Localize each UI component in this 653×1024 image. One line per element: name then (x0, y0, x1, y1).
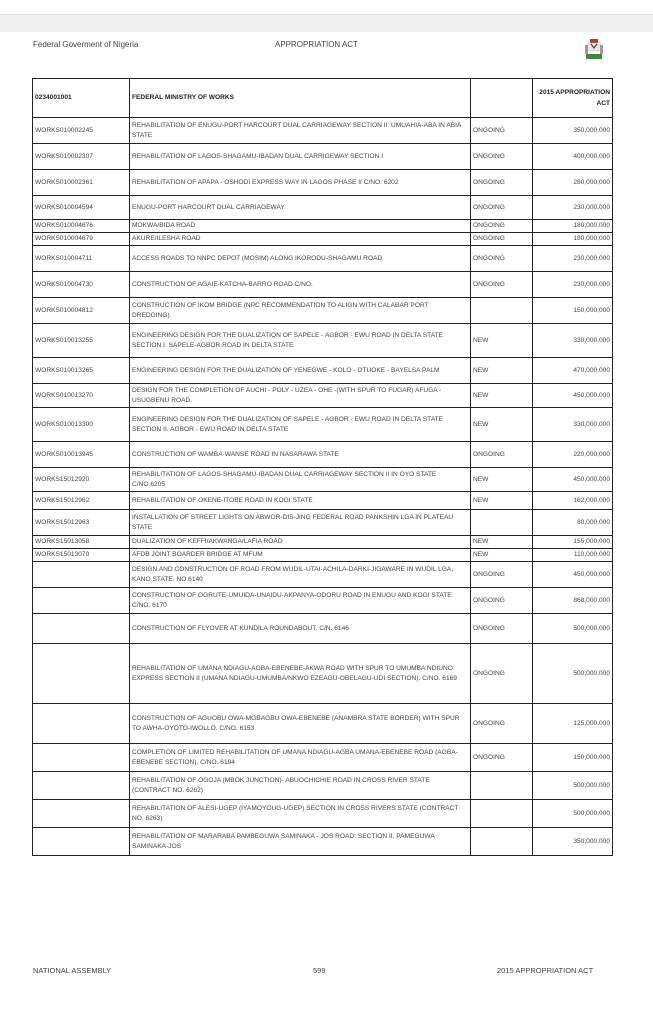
project-code: WORKS010002307 (33, 144, 130, 170)
project-status (471, 298, 533, 324)
project-description: ENUGU-PORT HARCOURT DUAL CARRIAGEWAY (130, 196, 471, 220)
project-description: ENGINEERING DESIGN FOR THE DUALIZATION OF YENEGWE - KOLO - OTUOKE - BAYELSA PALM (130, 358, 471, 384)
project-amount: 330,000,000 (533, 324, 613, 358)
project-status: NEW (471, 324, 533, 358)
amount-header: 2015 APPROPRIATION ACT (533, 79, 613, 118)
project-code (33, 772, 130, 800)
project-description: ENGINEERING DESIGN FOR THE DUALIZATION OF SAPELE - AGBOR - EWU ROAD IN DELTA STATE SECTION I. SAPELE-AGBOR ROAD IN DELTA STATE (130, 324, 471, 358)
project-code: WORKS010004679 (33, 233, 130, 246)
project-description: CONSTRUCTION OF FLYOVER AT KUNDILA ROUNDABOUT. C/N. 6146 (130, 614, 471, 644)
table-row (33, 644, 613, 704)
project-description: CONSTRUCTION OF WAMBA-WANSE ROAD IN NASARAWA STATE (130, 442, 471, 468)
project-amount: 230,000,000 (533, 196, 613, 220)
table-row (33, 772, 613, 800)
project-amount: 80,000,000 (533, 510, 613, 536)
table-row (33, 744, 613, 772)
ministry-title: FEDERAL MINISTRY OF WORKS (130, 79, 471, 118)
project-amount: 180,000,000 (533, 233, 613, 246)
table-row (33, 549, 613, 562)
project-code: WORKS010013300 (33, 408, 130, 442)
project-amount: 150,000,000 (533, 744, 613, 772)
project-description: AFDB JOINT BOARDER BRIDGE AT MFUM (130, 549, 471, 562)
project-description: INSTALLATION OF STREET LIGHTS ON ABWOR-DIS-JING FEDERAL ROAD PANKSHIN LGA IN PLATEAU STATE (130, 510, 471, 536)
project-description: REHABILITATION OF ENUGU-PORT HARCOURT DUAL CARRIAGEWAY SECTION II: UMUAHIA-ABA IN ABIA STATE (130, 118, 471, 144)
project-description: REHABILITATION OF LAGOS-SHAGAMU-IBADAN DUAL CARRIAGEWAY SECTION II IN OYO STATE C/NO.6205 (130, 468, 471, 492)
project-code: WORKS15013058 (33, 536, 130, 549)
project-status: ONGOING (471, 442, 533, 468)
project-amount: 155,000,000 (533, 536, 613, 549)
project-description: CONSTRUCTION OF OGRUTE-UMUIDA-UNAIDU-AKPANYA-ODORU ROAD IN ENUGU AND KOGI STATE C/NO. 6170 (130, 588, 471, 614)
project-description: MOKWA/BIDA ROAD (130, 220, 471, 233)
table-row (33, 246, 613, 272)
project-code (33, 704, 130, 744)
project-amount: 230,000,000 (533, 246, 613, 272)
project-status: NEW (471, 408, 533, 442)
project-description: AKURE/ILESHA ROAD (130, 233, 471, 246)
table-row (33, 828, 613, 856)
table-row (33, 384, 613, 408)
project-code: WORKS010002361 (33, 170, 130, 196)
table-row (33, 492, 613, 510)
header-issuer: Federal Goverment of Nigeria (33, 40, 139, 49)
project-amount: 230,000,000 (533, 272, 613, 298)
project-description: CONSTRUCTION OF AGAIE-KATCHA-BARRO ROAD C/NO. (130, 272, 471, 298)
table-row (33, 442, 613, 468)
project-code: WORKS010002245 (33, 118, 130, 144)
project-amount: 500,000,000 (533, 772, 613, 800)
project-status: ONGOING (471, 144, 533, 170)
project-code: WORKS010004711 (33, 246, 130, 272)
table-row (33, 510, 613, 536)
project-description: DUALIZATION OF KEFFI/AKWANGA/LAFIA ROAD (130, 536, 471, 549)
project-status: ONGOING (471, 220, 533, 233)
project-code: WORKS010004594 (33, 196, 130, 220)
project-amount: 500,000,000 (533, 800, 613, 828)
project-code (33, 588, 130, 614)
project-code: WORKS010013270 (33, 384, 130, 408)
table-row (33, 170, 613, 196)
project-amount: 180,000,000 (533, 220, 613, 233)
project-amount: 500,000,000 (533, 644, 613, 704)
project-amount: 350,000,000 (533, 118, 613, 144)
table-row (33, 144, 613, 170)
project-status: ONGOING (471, 562, 533, 588)
table-row (33, 118, 613, 144)
project-amount: 150,000,000 (533, 298, 613, 324)
table-row (33, 196, 613, 220)
table-row (33, 220, 613, 233)
project-description: REHABILITATION OF LAGOS-SHAGAMU-IBADAN DUAL CARRIGEWAY SECTION I (130, 144, 471, 170)
project-code: WORKS010004676 (33, 220, 130, 233)
project-status: ONGOING (471, 170, 533, 196)
appropriation-table (32, 78, 613, 856)
table-row (33, 233, 613, 246)
project-description: CONSTRUCTION OF IKOM BRIDGE (NPC RECOMMENDATION TO ALIGN WITH CALABAR PORT DREDGING) (130, 298, 471, 324)
project-status: ONGOING (471, 233, 533, 246)
project-status: ONGOING (471, 246, 533, 272)
footer-left: NATIONAL ASSEMBLY (33, 966, 112, 975)
project-code (33, 800, 130, 828)
project-code (33, 562, 130, 588)
project-amount: 280,000,000 (533, 170, 613, 196)
project-status: NEW (471, 536, 533, 549)
project-code: WORKS15012963 (33, 510, 130, 536)
project-amount: 868,000,000 (533, 588, 613, 614)
project-description: REHABILITATION OF APAPA - OSHODI EXPRESS WAY IN LAGOS PHASE II C/NO. 6202 (130, 170, 471, 196)
table-row (33, 536, 613, 549)
project-code: WORKS010004730 (33, 272, 130, 298)
project-description: REHABILITATION OF ALESI-UGEP (IYAMOYOUG-UGEP) SECTION IN CROSS RIVERS STATE (CONTRACT NO. 6263) (130, 800, 471, 828)
project-status: ONGOING (471, 614, 533, 644)
project-status (471, 510, 533, 536)
project-description: REHABILITATION OF UMANA NDIAGU-AGBA-EBENEBE-AKWA ROAD WITH SPUR TO UMUMBA NDIUNO EXPRESS SECTION II (UMANA NDIAGU-UMUMBA/NKWO EZEAGU-OBELAGU-UDI SECTION). C/NO. 6169 (130, 644, 471, 704)
project-code: WORKS010004812 (33, 298, 130, 324)
project-status: ONGOING (471, 744, 533, 772)
table-row (33, 800, 613, 828)
project-code: WORKS15013070 (33, 549, 130, 562)
viewer-toolbar-band (0, 14, 653, 33)
project-description: COMPLETION OF LIMITED REHABILITATION OF UMANA NDIAGU-AGBA UMANA-EBENEBE ROAD (AGBA-EBENEBE SECTION). C/NO. 6194 (130, 744, 471, 772)
project-code: WORKS010013265 (33, 358, 130, 384)
project-description: DESIGN FOR THE COMPLETION OF AUCHI - POLY - UZEA - OHE -(WITH SPUR TO FUGAR) AFUGA - USUGBENU ROAD. (130, 384, 471, 408)
project-description: CONSTRUCTION OF AGUOBU OWA-MGBAGBU OWA-EBENEBE (ANAMBRA STATE BORDER) WITH SPUR TO AWHA-OYOTO-IWOLLO. C/NO. 6153 (130, 704, 471, 744)
project-code: WORKS15012962 (33, 492, 130, 510)
project-status: NEW (471, 468, 533, 492)
table-row (33, 704, 613, 744)
page-number: 599 (313, 966, 326, 975)
project-description: ENGINEERING DESIGN FOR THE DUALIZATION OF SAPELE - AGBOR - EWU ROAD IN DELTA STATE SECTION II. AGBOR - EWU ROAD IN DELTA STATE (130, 408, 471, 442)
project-status (471, 772, 533, 800)
viewer-top-bar (0, 0, 653, 14)
project-status: ONGOING (471, 118, 533, 144)
project-code: WORKS15012920 (33, 468, 130, 492)
project-description: REHABILITATION OF OKENE-ITOBE ROAD IN KOGI STATE (130, 492, 471, 510)
table-row (33, 468, 613, 492)
status-header (471, 79, 533, 118)
table-header-row (33, 79, 613, 118)
table-row (33, 562, 613, 588)
project-code (33, 828, 130, 856)
project-amount: 450,000,000 (533, 562, 613, 588)
project-description: REHABILITATION OF OGOJA (MBOK JUNCTION)- ABUOCHICHIE ROAD IN CROSS RIVER STATE (CONTRACT NO. 6262) (130, 772, 471, 800)
table-row (33, 272, 613, 298)
table-row (33, 298, 613, 324)
table-row (33, 358, 613, 384)
project-amount: 470,000,000 (533, 358, 613, 384)
project-code (33, 614, 130, 644)
table-row (33, 588, 613, 614)
project-status (471, 800, 533, 828)
project-status: NEW (471, 358, 533, 384)
project-amount: 330,000,000 (533, 408, 613, 442)
project-status: NEW (471, 549, 533, 562)
project-description: DESIGN AND CONSTRUCTION OF ROAD FROM WUDIL-UTAI-ACHILA-DARKI-JIGAWARE IN WUDIL LGA, KANO STATE. NO.6140 (130, 562, 471, 588)
project-status (471, 828, 533, 856)
project-status: NEW (471, 492, 533, 510)
project-status: ONGOING (471, 196, 533, 220)
header-title: APPROPRIATION ACT (275, 40, 358, 49)
project-status: ONGOING (471, 644, 533, 704)
footer-right: 2015 APPROPRIATION ACT (497, 966, 594, 975)
project-code (33, 744, 130, 772)
project-status: ONGOING (471, 588, 533, 614)
table-row (33, 614, 613, 644)
project-status: NEW (471, 384, 533, 408)
project-amount: 125,000,000 (533, 704, 613, 744)
project-code: WORKS010013255 (33, 324, 130, 358)
project-status: ONGOING (471, 272, 533, 298)
project-code: WORKS010013945 (33, 442, 130, 468)
project-amount: 350,000,000 (533, 828, 613, 856)
project-code (33, 644, 130, 704)
project-amount: 450,000,000 (533, 468, 613, 492)
project-amount: 450,000,000 (533, 384, 613, 408)
nigeria-coat-of-arms-icon (583, 37, 605, 61)
project-description: REHABILITATION OF MARARABA PAMBEGUWA SAMINAKA - JOS ROAD: SECTION II, PAMEGUWA SAMINAKA-JOS (130, 828, 471, 856)
project-amount: 162,000,000 (533, 492, 613, 510)
project-amount: 400,000,000 (533, 144, 613, 170)
project-amount: 110,000,000 (533, 549, 613, 562)
project-status: ONGOING (471, 704, 533, 744)
project-amount: 220,000,000 (533, 442, 613, 468)
ministry-code: 0234001001 (33, 79, 130, 118)
project-amount: 500,000,000 (533, 614, 613, 644)
project-description: ACCESS ROADS TO NNPC DEPOT (MOSIM) ALONG IKORODU-SHAGAMU ROAD (130, 246, 471, 272)
table-row (33, 324, 613, 358)
table-row (33, 408, 613, 442)
